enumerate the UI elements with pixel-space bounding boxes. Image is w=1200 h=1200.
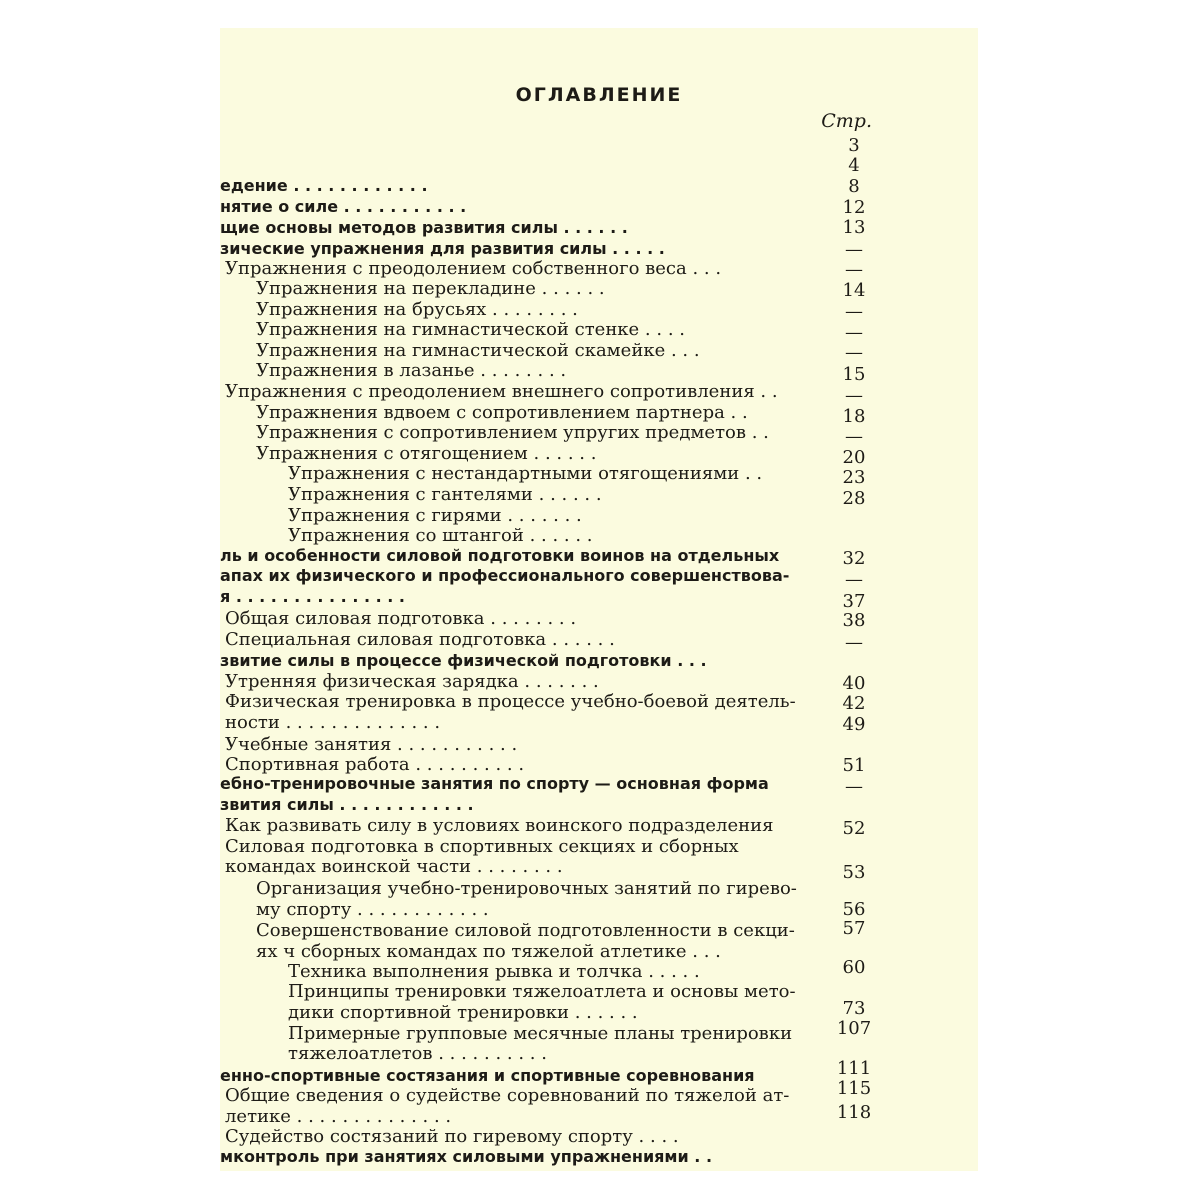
toc-entry: Общие сведения о судействе соревнований по тяжелой ат- [225, 1085, 790, 1106]
toc-entry: дики спортивной тренировки . . . . . . [288, 1002, 638, 1023]
toc-page-number: — [845, 632, 863, 653]
toc-page-number: 49 [842, 714, 866, 735]
toc-entry: ности . . . . . . . . . . . . . . [225, 712, 441, 733]
toc-entry: Утренняя физическая зарядка . . . . . . . [225, 671, 599, 692]
toc-page-number: 32 [842, 548, 866, 569]
toc-entry: Упражнения на гимнастической стенке . . . . [256, 319, 685, 340]
toc-entry: Упражнения с гантелями . . . . . . [288, 484, 602, 505]
toc-entry: ебно-тренировочные занятия по спорту — основная форма [220, 774, 769, 793]
toc-entry: тяжелоатлетов . . . . . . . . . . [288, 1043, 547, 1064]
toc-entry: Как развивать силу в условиях воинского подразделения [225, 815, 774, 836]
toc-entry: Упражнения с гирями . . . . . . . [288, 505, 582, 526]
toc-page-number: — [845, 776, 863, 797]
toc-entry: Упражнения на перекладине . . . . . . [256, 278, 605, 299]
toc-entry: Упражнения с сопротивлением упругих предметов . . [256, 422, 769, 443]
toc-entry: ль и особенности силовой подготовки воинов на отдельных [220, 546, 780, 565]
toc-page-number: 13 [842, 217, 866, 238]
toc-entry: апах их физического и профессионального совершенствова- [220, 566, 790, 585]
toc-entry: я . . . . . . . . . . . . . . . [220, 587, 405, 606]
page-column-label: Стр. [821, 110, 872, 132]
toc-page-number: 38 [842, 610, 866, 631]
toc-entry: командах воинской части . . . . . . . . [225, 856, 563, 877]
toc-page-number: 40 [842, 673, 866, 694]
toc-page-number: 118 [836, 1102, 872, 1123]
toc-entry: едение . . . . . . . . . . . . [220, 176, 428, 195]
toc-entry: му спорту . . . . . . . . . . . . [256, 899, 489, 920]
toc-entry: Спортивная работа . . . . . . . . . . [225, 754, 525, 775]
toc-page-number: 28 [842, 488, 866, 509]
toc-page-number: — [845, 426, 863, 447]
toc-entry: звития силы . . . . . . . . . . . . [220, 795, 474, 814]
toc-entry: Организация учебно-тренировочных занятий по гирево- [256, 878, 797, 899]
toc-page-number: 23 [842, 467, 866, 488]
toc-page-number: 3 [848, 135, 860, 156]
toc-page-number: 60 [842, 957, 866, 978]
toc-entry: щие основы методов развития силы . . . . . . [220, 218, 628, 237]
toc-page-number: 52 [842, 818, 866, 839]
toc-page-number: 42 [842, 693, 866, 714]
toc-entry: нятие о силе . . . . . . . . . . . [220, 197, 467, 216]
toc-page-number: 115 [836, 1078, 872, 1099]
toc-page-number: — [845, 301, 863, 322]
toc-entry: Упражнения с преодолением собственного веса . . . [225, 258, 722, 279]
toc-entry: Упражнения на брусьях . . . . . . . . [256, 299, 578, 320]
toc-page-number: — [845, 322, 863, 343]
toc-page-number: 53 [842, 862, 866, 883]
toc-entry: ях ч сборных командах по тяжелой атлетике . . . [256, 941, 721, 962]
page-title: ОГЛАВЛЕНИЕ [515, 84, 683, 106]
toc-page-number: — [845, 385, 863, 406]
toc-entry: Упражнения с отягощением . . . . . . [256, 443, 597, 464]
toc-page-number: — [845, 569, 863, 590]
toc-page-number: 12 [842, 197, 866, 218]
toc-page-number: 14 [842, 280, 866, 301]
toc-entry: Специальная силовая подготовка . . . . . . [225, 629, 615, 650]
toc-page-number: 18 [842, 406, 866, 427]
toc-entry: Упражнения в лазанье . . . . . . . . [256, 360, 567, 381]
toc-entry: звитие силы в процессе физической подготовки . . . [220, 651, 707, 670]
toc-entry: Примерные групповые месячные планы тренировки [288, 1023, 793, 1044]
toc-entry: Упражнения со штангой . . . . . . [288, 525, 593, 546]
toc-page-number: — [845, 342, 863, 363]
toc-entry: Принципы тренировки тяжелоатлета и основы мето- [288, 981, 796, 1002]
toc-entry: Общая силовая подготовка . . . . . . . . [225, 608, 577, 629]
toc-page-number: 107 [836, 1018, 872, 1039]
toc-entry: Совершенствование силовой подготовленности в секци- [256, 920, 795, 941]
toc-entry: Упражнения с преодолением внешнего сопротивления . . [225, 381, 778, 402]
toc-entry: Физическая тренировка в процессе учебно-боевой деятель- [225, 691, 796, 712]
toc-page-number: 37 [842, 591, 866, 612]
toc-entry: Упражнения с нестандартными отягощениями . . [288, 463, 763, 484]
toc-entry: Техника выполнения рывка и толчка . . . . . [288, 961, 700, 982]
toc-entry: Учебные занятия . . . . . . . . . . . [225, 734, 518, 755]
toc-entry: Судейство состязаний по гиревому спорту . . . . [225, 1126, 679, 1147]
toc-page-number: — [845, 239, 863, 260]
toc-entry: мконтроль при занятиях силовыми упражнениями . . [220, 1147, 713, 1166]
toc-entry: зические упражнения для развития силы . . . . . [220, 239, 665, 258]
document-page [220, 28, 978, 1171]
toc-page-number: 57 [842, 918, 866, 939]
toc-entry: енно-спортивные состязания и спортивные соревнования [220, 1066, 755, 1085]
toc-entry: Силовая подготовка в спортивных секциях и сборных [225, 836, 739, 857]
toc-page-number: 4 [848, 155, 860, 176]
toc-page-number: 15 [842, 364, 866, 385]
toc-page-number: 111 [836, 1058, 872, 1079]
toc-page-number: — [845, 259, 863, 280]
toc-page-number: 51 [842, 755, 866, 776]
toc-page-number: 56 [842, 899, 866, 920]
toc-entry: Упражнения вдвоем с сопротивлением партнера . . [256, 402, 748, 423]
toc-page-number: 20 [842, 447, 866, 468]
toc-entry: Упражнения на гимнастической скамейке . . . [256, 340, 700, 361]
toc-page-number: 73 [842, 998, 866, 1019]
toc-entry: летике . . . . . . . . . . . . . . [225, 1106, 452, 1127]
toc-page-number: 8 [848, 176, 860, 197]
